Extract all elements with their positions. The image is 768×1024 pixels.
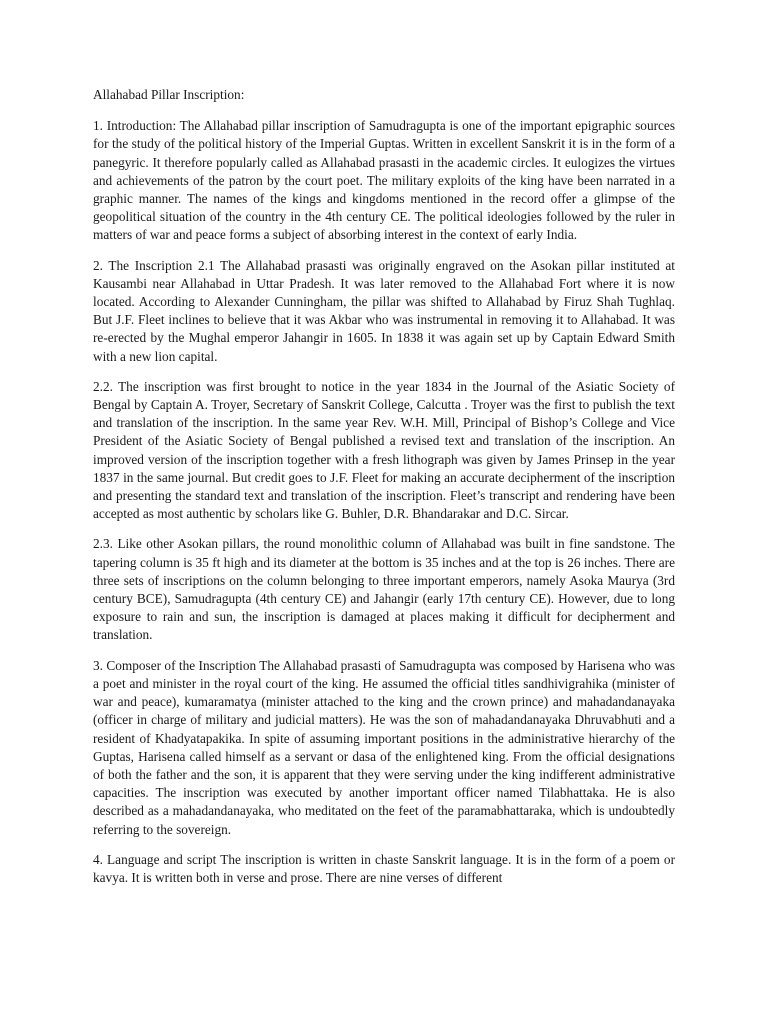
paragraph-inscription-2-1: 2. The Inscription 2.1 The Allahabad prasasti was originally engraved on the Asokan pillar instituted at Kausambi near Allahabad in Uttar Pradesh. It was later removed to the Allahabad Fort where it is now located. According to Alexander Cunningham, the pillar was shifted to Allahabad by Firuz Shah Tughlaq. But J.F. Fleet inclines to believe that it was Akbar who was instrumental in removing it to Allahabad. It was re-erected by the Mughal emperor Jahangir in 1605. In 1838 it was again set up by Captain Edward Smith with a new lion capital.: [93, 257, 675, 364]
paragraph-language-script: 4. Language and script The inscription is written in chaste Sanskrit language. It is in the form of a poem or kavya. It is written both in verse and prose. There are nine verses of different: [93, 851, 675, 885]
paragraph-introduction: 1. Introduction: The Allahabad pillar inscription of Samudragupta is one of the important epigraphic sources for the study of the political history of the Imperial Guptas. Written in excellent Sanskrit it is in the form of a panegyric. It therefore popularly called as Allahabad prasasti in the academic circles. It eulogizes the virtues and achievements of the patron by the court poet. The military exploits of the king have been narrated in a graphic manner. The names of the kings and kingdoms mentioned in the record offer a glimpse of the geopolitical situation of the country in the 4th century CE. The political ideologies followed by the ruler in matters of war and peace forms a subject of absorbing interest in the context of early India.: [93, 118, 675, 243]
document-title: Allahabad Pillar Inscription:: [93, 87, 245, 102]
document-body: [93, 86, 675, 887]
paragraph-composer: 3. Composer of the Inscription The Allahabad prasasti of Samudragupta was composed by Harisena who was a poet and minister in the royal court of the king. He assumed the official titles sandhivigrahika (minister of war and peace), kumaramatya (minister attached to the king and the crown prince) and mahadandanayaka (officer in charge of military and judicial matters). He was the son of mahadandanayaka Dhruvabhuti and a resident of Khadyatapakika. In spite of assuming important positions in the administrative hierarchy of the Guptas, Harisena called himself as a servant or dasa of the enlightened king. From the official designations of both the father and the son, it is apparent that they were serving under the king indifferent administrative capacities. The inscription was executed by another important officer named Tilabhattaka. He is also described as a mahadandanayaka, who meditated on the feet of the paramabhattaraka, which is undoubtedly referring to the sovereign.: [93, 657, 675, 837]
paragraph-inscription-2-3: 2.3. Like other Asokan pillars, the round monolithic column of Allahabad was built in fine sandstone. The tapering column is 35 ft high and its diameter at the bottom is 35 inches and at the top is 26 inches. There are three sets of inscriptions on the column belonging to three important emperors, namely Asoka Maurya (3rd century BCE), Samudragupta (4th century CE) and Jahangir (early 17th century CE). However, due to long exposure to rain and sun, the inscription is damaged at places making it difficult for decipherment and translation.: [93, 536, 675, 643]
paragraph-inscription-2-2: 2.2. The inscription was first brought to notice in the year 1834 in the Journal of the Asiatic Society of Bengal by Captain A. Troyer, Secretary of Sanskrit College, Calcutta . Troyer was the first to publish the text and translation of the inscription. In the same year Rev. W.H. Mill, Principal of Bishop’s College and Vice President of the Asiatic Society of Bengal published a revised text and translation of the inscription. An improved version of the inscription together with a fresh lithograph was given by James Prinsep in the year 1837 in the same journal. But credit goes to J.F. Fleet for making an accurate decipherment of the inscription and presenting the standard text and translation of the inscription. Fleet’s transcript and rendering have been accepted as most authentic by scholars like G. Buhler, D.R. Bhandarakar and D.C. Sircar.: [93, 378, 675, 522]
